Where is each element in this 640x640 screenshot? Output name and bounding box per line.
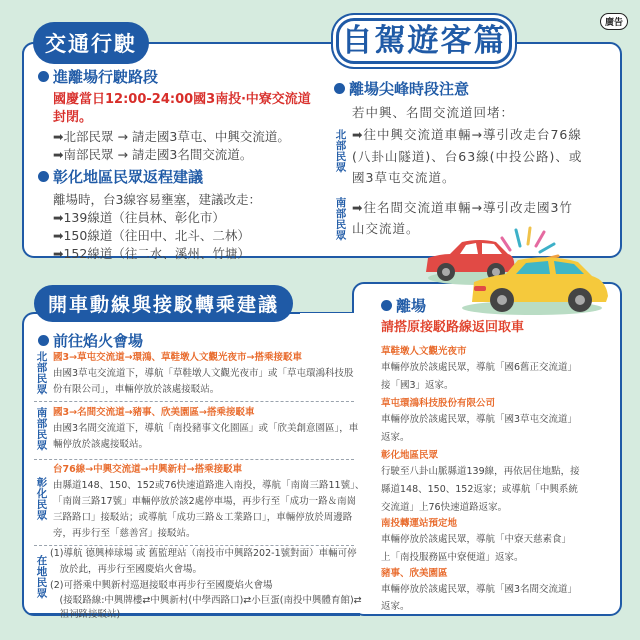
leave-item-line: 行駛至八卦山脈縣道139線，再依居住地點，接 xyxy=(381,466,580,477)
route-detail: 由縣道148、150、152或76快速道路進入南投，導航「南崗三路11號」、 xyxy=(53,480,365,491)
route-detail: (2)可搭乘中興新村巡迴接駁車再步行至國慶焰火會場 xyxy=(50,580,273,591)
route-summary: 國3→名間交流道→豬事、欣美園區→搭乘接駁車 xyxy=(53,407,255,418)
bullet-icon xyxy=(381,300,392,311)
closure-alert-line1: 國慶當日12:00-24:00國3南投‧中寮交流道 xyxy=(53,92,311,107)
leave-item-line: 縣道148、150、152返家；或導航「中興系統 xyxy=(381,484,578,495)
peak-south-line: ➡往名間交流道車輛→導引改走國3竹 xyxy=(352,200,573,215)
route-detail: 「南崗三路17號」車輛停放於該2處停車場，再步行至「成功一路＆南崗 xyxy=(53,496,357,507)
leave-item-title: 草屯環鴻科技股份有限公司 xyxy=(381,398,496,409)
local-residents-label: 在地民眾 xyxy=(36,555,48,600)
leave-item-line: 車輛停放於該處民眾，導航「國3草屯交流道」 xyxy=(381,414,578,425)
north-residents-label: 北部民眾 xyxy=(335,129,347,174)
bullet-icon xyxy=(38,335,49,346)
bullet-icon xyxy=(334,83,345,94)
peak-north-line: ➡往中興交流道車輛→導引改走台76線 xyxy=(352,127,582,142)
route-detail: 由國3草屯交流道下，導航「草鞋墩人文觀光夜市」或「草屯環鴻科技股 xyxy=(53,368,354,379)
leave-item-line: 接「國3」返家。 xyxy=(381,380,454,391)
peak-north-line: 國3草屯交流道。 xyxy=(352,170,456,185)
leave-item-line: 車輛停放於該處民眾，導航「中寮天慈素食」 xyxy=(381,534,572,545)
changhua-line: ➡150線道（往田中、北斗、二林） xyxy=(53,228,250,243)
south-residents-label: 南部民眾 xyxy=(36,407,48,452)
route-detail: 旁，再步行至「慈善宮」接駁站。 xyxy=(53,528,196,539)
leave-item-line: 返家。 xyxy=(381,432,410,443)
route-detail: 份有限公司」，車輛停放於該處接駁站。 xyxy=(53,384,220,395)
leave-item-line: 交流道」上76快速道路返家。 xyxy=(381,502,508,513)
south-route-line: ➡南部民眾 → 請走國3名間交流道。 xyxy=(53,147,253,162)
changhua-line: ➡139線道（往員林、彰化市） xyxy=(53,210,225,225)
peak-heading: 離場尖峰時段注意 xyxy=(334,78,469,99)
route-detail: 輛停放於該處接駁站。 xyxy=(53,439,149,450)
leave-item-title: 草鞋墩人文觀光夜市 xyxy=(381,346,467,357)
route-detail: (1)導航 德興棒球場 或 舊監理站（南投市中興路202-1號對面）車輛可停 xyxy=(50,548,357,559)
leave-heading: 離場 xyxy=(381,295,426,316)
leave-item-title: 豬事、欣美園區 xyxy=(381,568,448,579)
bullet-icon xyxy=(38,171,49,182)
route-detail: 由國3名間交流道下，導航「南投豬事文化園區」或「欣美創意園區」，車 xyxy=(53,423,359,434)
changhua-line: 離場時，台3線容易壅塞，建議改走： xyxy=(53,192,261,207)
leave-item-line: 車輛停放於該處民眾，導航「國3名間交流道」 xyxy=(381,584,578,595)
ad-badge: 廣告 xyxy=(600,13,628,30)
route-detail: (接駁路線:中興牌樓⇄中興新村(中學西路口)⇄小巨蛋(南投中興體育館)⇄ xyxy=(50,595,362,606)
routes-title: 開車動線與接駁轉乘建議 xyxy=(34,285,293,322)
divider xyxy=(34,459,354,460)
closure-alert-line2: 封閉。 xyxy=(53,110,93,125)
to-venue-heading: 前往焰火會場 xyxy=(38,330,143,351)
north-residents-label: 北部民眾 xyxy=(36,351,48,396)
leave-item-line: 車輛停放於該處民眾，導航「國6舊正交流道」 xyxy=(381,362,578,373)
traffic-title: 交通行駛 xyxy=(33,22,149,64)
changhua-residents-label: 彰化民眾 xyxy=(36,477,48,522)
cars-illustration xyxy=(420,216,620,316)
leave-item-line: 返家。 xyxy=(381,601,410,612)
leave-subheading: 請搭原接駁路線返回取車 xyxy=(381,320,525,335)
bullet-icon xyxy=(38,71,49,82)
peak-north-line: (八卦山隧道)、台63線(中投公路)、或 xyxy=(352,149,583,164)
leave-item-line: 上「南投服務區中寮便道」返家。 xyxy=(381,552,524,563)
changhua-line: ➡152線道（往二水、溪州、竹塘） xyxy=(53,246,250,261)
routes-panel-join xyxy=(300,313,360,613)
entry-exit-heading: 進離場行駛路段 xyxy=(38,66,158,87)
leave-item-title: 彰化地區民眾 xyxy=(381,450,439,461)
divider xyxy=(34,401,354,402)
leave-item-title: 南投轉運站預定地 xyxy=(381,518,458,529)
north-route-line: ➡北部民眾 → 請走國3草屯、中興交流道。 xyxy=(53,129,290,144)
route-summary: 國3→草屯交流道→環鴻、草鞋墩人文觀光夜市→搭乘接駁車 xyxy=(53,352,302,363)
peak-intro: 若中興、名間交流道回堵： xyxy=(352,105,515,120)
route-detail: 放於此，再步行至國慶焰火會場。 xyxy=(50,564,203,575)
main-title: 自駕遊客篇 xyxy=(336,18,512,64)
peak-south-line: 山交流道。 xyxy=(352,221,420,236)
changhua-return-heading: 彰化地區民眾返程建議 xyxy=(38,166,203,187)
route-detail: 祖祠路接駁站) xyxy=(50,609,121,620)
south-residents-label: 南部民眾 xyxy=(335,197,347,242)
route-summary: 台76線→中興交流道→中興新村→搭乘接駁車 xyxy=(53,464,243,475)
route-detail: 三路路口」接駁站；或導航「成功三路＆工業路口」，車輛停放於周邊路 xyxy=(53,512,353,523)
